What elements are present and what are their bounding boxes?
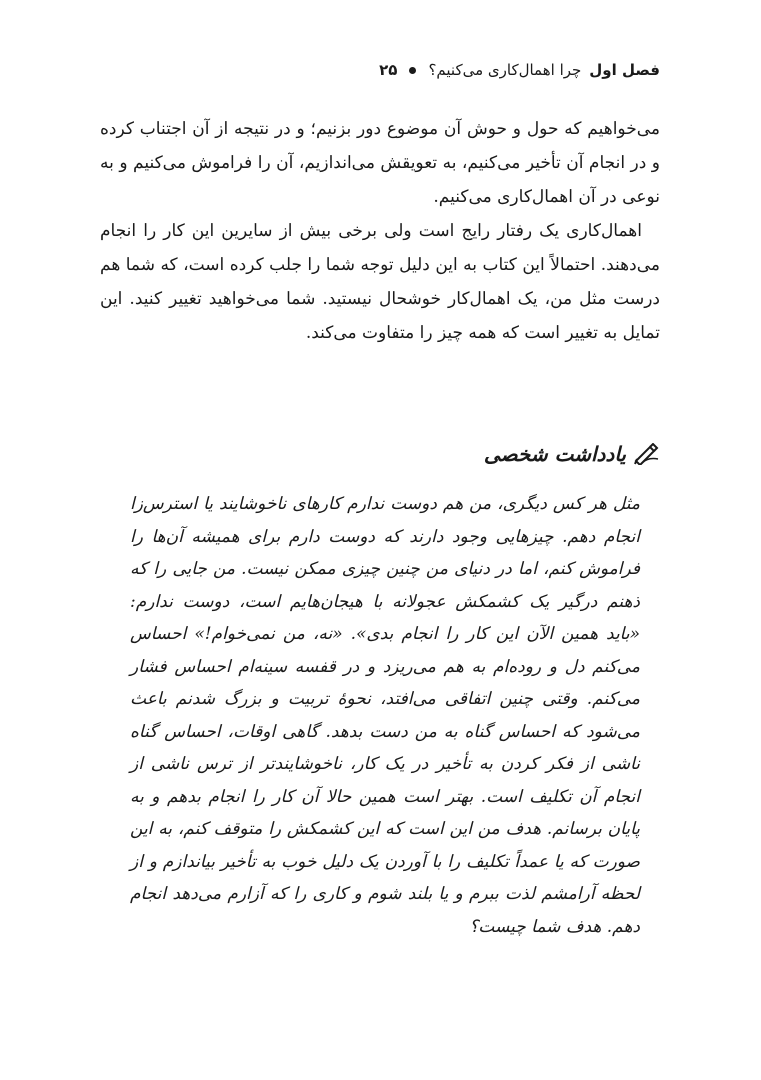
pen-icon [634,443,660,465]
page-number: ۲۵ [379,61,398,79]
chapter-title: چرا اهمال‌کاری می‌کنیم؟ [428,61,582,79]
book-page [100,40,660,1040]
personal-note-heading [484,442,660,466]
body-paragraph: می‌خواهیم که حول و حوش آن موضوع دور بزنیم؛ و در نتیجه از آن اجتناب کرده و در انجام آن تأخیر می‌کنیم، به تعویقش می‌اندازیم، آن را فراموش می‌کنیم و به نوعی در آن اهمال‌کاری می‌کنیم. [100,119,660,207]
chapter-label: فصل اول [589,61,660,79]
personal-note-body [130,488,640,943]
body-text [100,112,660,350]
body-paragraph: اهمال‌کاری یک رفتار رایج است ولی برخی بیش از سایرین این کار را انجام می‌دهند. احتمالاً این کتاب به این دلیل توجه شما را جلب کرده است، که شما هم درست مثل من، یک اهمال‌کار خوشحال نیستید. شما می‌خواهید تغییر کنید. این تمایل به تغییر است که همه چیز را متفاوت می‌کند. [100,221,660,343]
note-heading-text: یادداشت شخصی [483,442,626,466]
running-header [100,56,660,84]
note-paragraph: مثل هر کس دیگری، من هم دوست ندارم کارهای ناخوشایند یا استرس‌زا انجام دهم. چیزهایی وجود دارند که دوست دارم برای همیشه آن‌ها را فراموش کنم، اما در دنیای من چنین چیزی ممکن نیست. من جایی را که ذهنم درگیر یک کشمکش عجولانه با هیجان‌هایم است، دوست ندارم: «باید همین الآن این کار را انجام بدی». «نه، من نمی‌خوام!» احساس می‌کنم دل و روده‌ام به هم می‌ریزد و در قفسه سینه‌ام احساس فشار می‌کنم. وقتی چنین اتفاقی می‌افتد، نحوهٔ تربیت و بزرگ شدنم باعث می‌شود که احساس گناه به من دست بدهد. گاهی اوقات، احساس گناه ناشی از فکر کردن به تأخیر در یک کار، ناخوشایندتر از ترس ناشی از انجام آن تکلیف است. بهتر است همین حالا آن کار را انجام بدهم و به پایان برسانم. هدف من این است که این کشمکش را متوقف کنم، به این صورت که یا عمداً تکلیف را با آوردن یک دلیل خوب به تأخیر بیاندازم و از لحظه آرامشم لذت ببرم و یا بلند شوم و کاری را که آزارم می‌دهد انجام دهم. هدف شما چیست؟ [130,494,640,937]
bullet-separator [409,67,416,74]
